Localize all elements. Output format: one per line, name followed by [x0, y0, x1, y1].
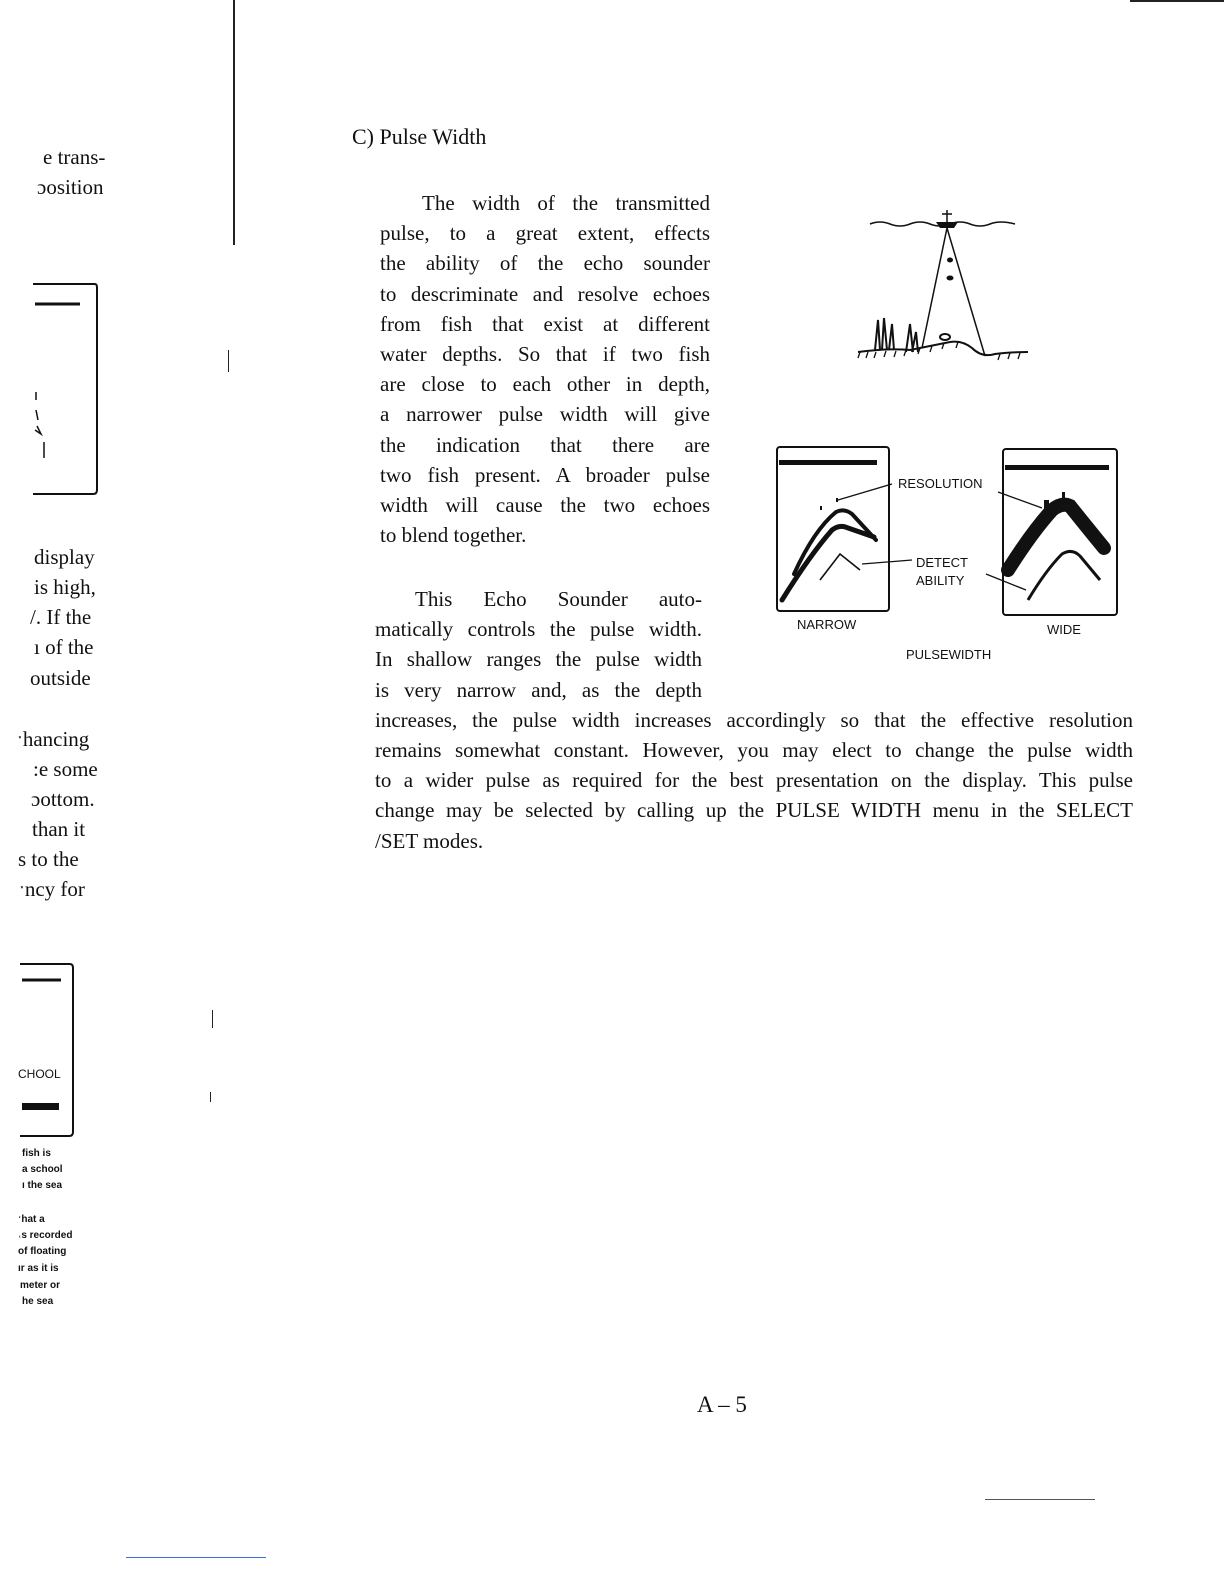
paragraph-line: /SET modes.: [375, 828, 484, 853]
gutter-line: [233, 0, 235, 245]
page-number: A – 5: [697, 1392, 747, 1417]
margin-text-line: display: [34, 545, 95, 569]
sonar-beam: [922, 228, 985, 356]
paragraph-line: change may be selected by calling up the PULSE WIDTH menu in the SELECT: [375, 798, 1133, 823]
paragraph-line: the ability of the echo sounder: [380, 251, 710, 276]
margin-text-line: ˑncy for: [19, 877, 85, 901]
margin-caption-line: a school: [22, 1164, 63, 1175]
pulsewidth-label: PULSEWIDTH: [906, 647, 992, 662]
gutter-mark: [228, 350, 229, 372]
paragraph-line: from fish that exist at different: [380, 311, 710, 336]
fish-icon: [940, 334, 950, 340]
paragraph-line: remains somewhat constant. However, you may elect to change the pulse width: [375, 737, 1133, 762]
margin-caption-line: ˓s recorded: [18, 1230, 73, 1241]
paragraph-line: to descriminate and resolve echoes: [380, 281, 710, 306]
ability-label: ABILITY: [916, 573, 965, 588]
paragraph-line: a narrower pulse width will give: [380, 402, 710, 427]
fish-icon: [947, 258, 953, 263]
seaweed-icon: [875, 318, 918, 352]
section-heading: C) Pulse Width: [352, 124, 487, 149]
margin-text-line: ɔosition: [37, 175, 104, 199]
gutter-mark: [212, 1010, 213, 1028]
sonar-beam-illustration: [850, 200, 1040, 370]
margin-text-line: ı of the: [34, 635, 94, 659]
margin-caption-line: meter or: [20, 1280, 61, 1291]
margin-caption-line: fish is: [22, 1148, 51, 1159]
paragraph-line: is very narrow and, as the depth: [375, 677, 702, 702]
detect-label: DETECT: [916, 555, 968, 570]
paragraph-line: This Echo Sounder auto-: [415, 587, 702, 611]
wide-label: WIDE: [1047, 622, 1081, 637]
bottom-underline: [126, 1557, 266, 1558]
paragraph-line: matically controls the pulse width.: [375, 617, 702, 642]
margin-caption-line: ır as it is: [18, 1263, 59, 1274]
wide-display-panel: [1003, 449, 1117, 615]
margin-text-line: e trans-: [43, 145, 106, 169]
paragraph-line: water depths. So that if two fish: [380, 341, 710, 366]
gutter-mark: [210, 1092, 211, 1102]
paragraph-line: pulse, to a great extent, effects: [380, 221, 710, 246]
paragraph-line: The width of the transmitted: [422, 191, 710, 215]
paragraph-line: In shallow ranges the pulse width: [375, 647, 702, 672]
narrow-label: NARROW: [797, 617, 857, 632]
margin-caption-line: ˑhat a: [18, 1214, 45, 1225]
paragraph-line: the indication that there are: [380, 432, 710, 457]
boat-icon: [936, 222, 958, 228]
margin-text-line: outside: [30, 666, 91, 690]
fish-icon: [947, 276, 954, 281]
paragraph-line: increases, the pulse width increases accordingly so that the effective resolution: [375, 707, 1133, 732]
paragraph-line: are close to each other in depth,: [380, 372, 710, 397]
resolution-label: RESOLUTION: [898, 476, 983, 491]
paragraph-line: width will cause the two echoes: [380, 492, 710, 517]
narrow-display-panel: [777, 447, 889, 611]
margin-text-line: ˑhancing: [17, 727, 90, 751]
top-edge-line: [1130, 0, 1224, 2]
paragraph-line: two fish present. A broader pulse: [380, 462, 710, 487]
margin-text-line: ɔottom.: [31, 787, 95, 811]
margin-text-line: is high,: [34, 575, 96, 599]
margin-caption-line: ı the sea: [22, 1180, 63, 1191]
paragraph-line: to blend together.: [380, 523, 527, 548]
seabed: [858, 342, 1028, 356]
margin-display-figure-2: [15, 960, 80, 1142]
margin-text-line: s to the: [18, 847, 79, 871]
margin-text-line: :e some: [33, 757, 98, 781]
margin-display-figure-1: [25, 280, 105, 500]
paragraph-line: to a wider pulse as required for the best presentation on the display. This pulse: [375, 768, 1133, 793]
paragraph-pulse-width-intro: [380, 188, 710, 550]
margin-text-line: than it: [32, 817, 86, 841]
margin-caption-line: of floating: [18, 1246, 67, 1257]
pulse-width-comparison-figure: [770, 440, 1140, 680]
bottom-edge-line: [985, 1499, 1095, 1500]
margin-box-label: CHOOL: [18, 1067, 61, 1081]
margin-caption-line: he sea: [22, 1296, 54, 1307]
margin-text-line: /. If the: [30, 605, 92, 629]
